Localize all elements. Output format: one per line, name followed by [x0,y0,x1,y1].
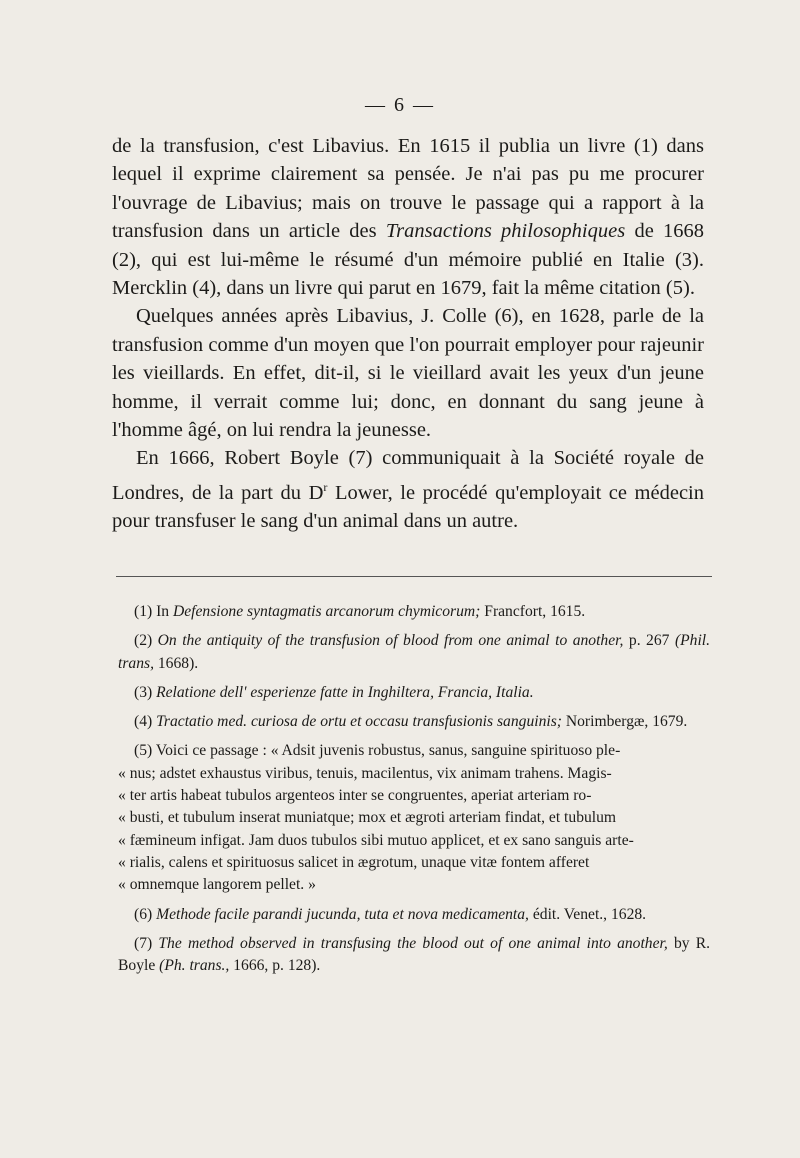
footnote-5-line-4: « busti, et tubulum inserat muniatque; mox et ægroti arteriam findat, et tubulum [118,809,617,827]
footnote-5-line-1: (5) Voici ce passage : « Adsit juvenis robustus, sanus, sanguine spirituoso ple- [134,742,621,760]
paragraph-1: de la transfusion, c'est Libavius. En 1615 il publia un livre (1) dans lequel il exprime clairement sa pensée. Je n'ai pas pu me procurer l'ouvrage de Libavius; mais on trouve le passage qui a rapport à la transfusion dans un article des Transactions philosophiques de 1668 (2), qui est lui-même le résumé d'un mémoire publié en Italie (3). Mercklin (4), dans un livre qui parut en 1679, fait la même citation (5). [112,135,705,300]
footnotes [118,601,710,984]
paragraph-2: Quelques années après Libavius, J. Colle (6), en 1628, parle de la transfusion comme d'un moyen que l'on pourrait employer pour rajeunir les vieillards. En effet, dit-il, si le vieillard avait les yeux d'un jeune homme, il verrait comme lui; donc, en donnant du sang jeune à l'homme âgé, on lui rendra la jeunesse. [112,305,704,442]
main-text [112,132,704,536]
paragraph-3: En 1666, Robert Boyle (7) communiquait à la Société royale de Londres, de la part du $D^r$ Lower, le procédé qu'employait ce médecin pour transfuser le sang d'un animal dans un autre. [112,447,704,533]
footnote-2: (2) On the antiquity of the transfusion of blood from one animal to another, p. 267 (Phil. trans, 1668). [118,632,711,672]
footnote-5-line-7: « omnemque langorem pellet. » [118,876,316,894]
footnote-5-line-5: « fæmineum infigat. Jam duos tubulos sibi mutuo applicet, et ex sano sanguis arte- [118,831,634,849]
footnote-7: (7) The method observed in transfusing the blood out of one animal into another, by R. Boyle (Ph. trans., 1666, p. 128). [118,934,711,975]
footnote-separator [116,576,712,577]
footnote-5-line-3: « ter artis habeat tubulos argenteos inter se congruentes, aperiat arteriam ro- [118,787,592,805]
page-number: — 6 — [365,94,435,116]
footnote-6: (6) Methode facile parandi jucunda, tuta et nova medicamenta, édit. Venet., 1628. [134,905,647,923]
footnote-1: (1) In Defensione syntagmatis arcanorum chymicorum; Francfort, 1615. [134,603,586,620]
footnote-5-line-6: « rialis, calens et spirituosus salicet in ægrotum, unaque vitæ fontem afferet [118,853,590,871]
footnote-3: (3) Relatione dell' esperienze fatte in Inghiltera, Francia, Italia. [134,683,534,701]
footnote-5-line-2: « nus; adstet exhaustus viribus, tenuis, macilentus, vix animam trahens. Magis- [118,764,612,782]
footnote-4: (4) Tractatio med. curiosa de ortu et occasu transfusionis sanguinis; Norimbergæ, 1679. [134,713,688,731]
